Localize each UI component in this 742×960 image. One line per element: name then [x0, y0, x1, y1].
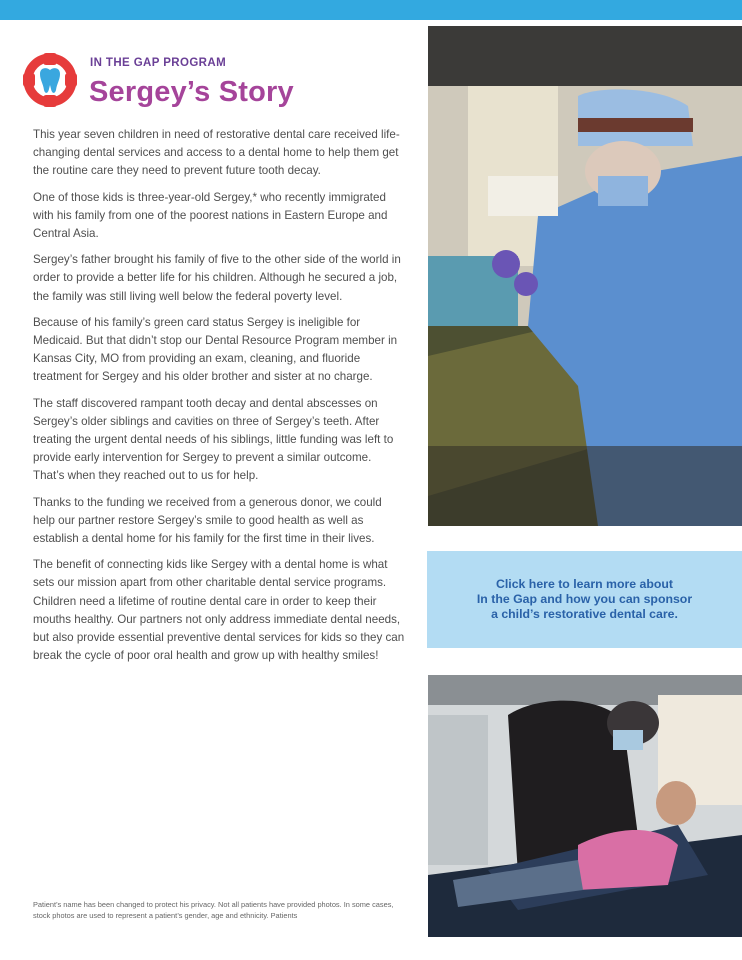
story-body — [33, 126, 405, 673]
story-paragraph: The benefit of connecting kids like Sergey with a dental home is what sets our mission apart from other charitable dental service programs. Children need a lifetime of routine dental care in order to keep their mouths healthy. Our partners not only address immediate dental needs, but also provide essential preventive dental services for kids so they can break the cycle of poor oral health and grow up with healthy smiles! — [33, 558, 405, 663]
program-label: IN THE GAP PROGRAM — [90, 57, 227, 69]
page-title: Sergey’s Story — [89, 76, 294, 108]
story-paragraph: The staff discovered rampant tooth decay and dental abscesses on Sergey’s older siblings and cavities on three of Sergey’s teeth. After treating the urgent dental needs of his siblings, little funding was left to provide early intervention for Sergey to prevent a similar outcome. That’s when they reached out to us for help. — [33, 396, 394, 483]
learn-more-link[interactable] — [427, 551, 742, 648]
hygienist-examining-girl-photo — [428, 675, 742, 937]
tooth-ring-logo-icon — [18, 50, 82, 110]
dentist-treating-child-photo — [428, 26, 742, 526]
story-paragraph: Sergey’s father brought his family of five to the other side of the world in order to provide a better life for his children. Although he secured a job, the family was still living well below the federal poverty level. — [33, 253, 401, 303]
privacy-footnote: Patient’s name has been changed to protect his privacy. Not all patients have provided photos. In some cases, stock photos are used to represent a patient’s gender, age and ethnicity. Patients — [33, 900, 394, 920]
story-paragraph: One of those kids is three-year-old Sergey,* who recently immigrated with his family from one of the poorest nations in Eastern Europe and Central Asia. — [33, 190, 388, 241]
cta-line: In the Gap and how you can sponsor — [476, 592, 693, 606]
story-paragraph: Because of his family’s green card status Sergey is ineligible for Medicaid. But that didn’t stop our Dental Resource Program member in Kansas City, MO from providing an exam, cleaning, and fluoride treatment for Sergey and his older brother and sister at no charge. — [33, 315, 398, 384]
cta-line: Click here to learn more about — [496, 577, 673, 591]
top-accent-bar — [0, 0, 742, 20]
story-paragraph: This year seven children in need of restorative dental care received life-changing dental services and access to a dental home to help them get the routine care they need to prevent future tooth decay. — [33, 128, 400, 178]
cta-line: a child’s restorative dental care. — [491, 607, 678, 621]
story-paragraph: Thanks to the funding we received from a generous donor, we could help our partner restore Sergey’s smile to good health as well as establish a dental home for his family for the first time in their lives. — [33, 495, 382, 546]
